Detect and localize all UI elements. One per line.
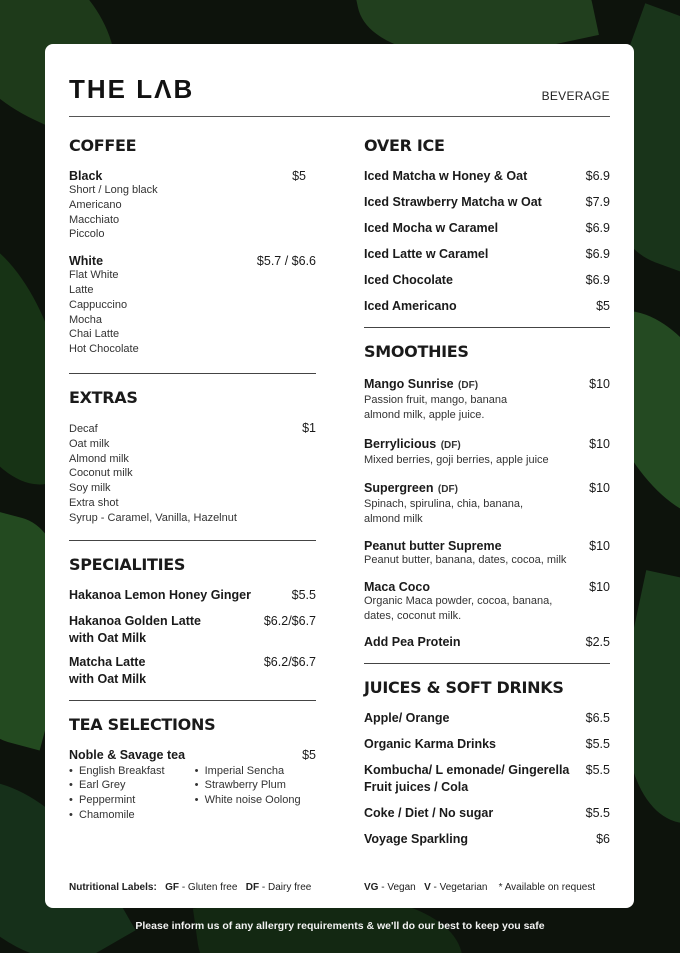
section-divider [69,540,316,541]
item-price: $6.9 [585,273,610,287]
item-price: $6.2/$6.7 [263,654,316,669]
extras-list [69,437,316,526]
item-price: $6.2/$6.7 [263,613,316,628]
extra-item: Oat milk [69,437,110,450]
item-price: $5 [302,747,316,762]
tea-variety: • Peppermint [79,793,165,808]
nutrition-legend-right [364,882,595,893]
juices-section [364,678,610,846]
extra-item: Coconut milk [69,467,133,480]
item-price: $10 [589,377,610,391]
menu-category: BEVERAGE [541,89,610,103]
variant: Chai Latte [69,328,120,341]
tea-variety: • Earl Grey [79,778,165,793]
variant: Piccolo [69,228,105,241]
item-name: Supergreen [364,481,434,496]
section-divider [364,663,610,664]
item-price: $5.5 [585,737,610,752]
header-divider [69,116,610,117]
item-description: Mixed berries, goji berries, apple juice [364,453,549,466]
legend-code: GF [165,882,180,893]
right-column [364,136,610,846]
menu-card [45,44,634,908]
item-name: Hakanoa Lemon Honey Ginger [69,587,251,602]
legend-text: - Vegan [381,882,416,893]
item-name: Black [69,169,103,183]
menu-item [364,247,610,261]
item-price: $6.9 [585,169,610,183]
legend-code: VG [364,882,379,893]
menu-item [364,195,610,209]
item-name: Iced Latte w Caramel [364,247,489,261]
item-name: Iced Strawberry Matcha w Oat [364,195,542,209]
item-description: almond milk, apple juice. [364,408,485,421]
extras-section [69,388,316,526]
menu-item [364,763,610,794]
menu-item [364,479,610,527]
extra-item: Almond milk [69,452,129,465]
item-name: Iced Americano [364,299,457,313]
section-divider [69,700,316,701]
menu-item [69,421,316,437]
item-price: $10 [589,436,610,451]
dietary-tag: (DF) [458,380,479,391]
item-name-line2: Fruit juices / Cola [364,780,469,795]
item-name: Kombucha/ L emonade/ Gingerella [364,763,570,778]
item-name: Voyage Sparkling [364,832,468,847]
item-name: Decaf [69,422,98,435]
item-price: $5 [596,299,610,313]
menu-item [69,588,316,602]
variant: Short / Long black [69,184,158,196]
brand-logo: THE LΛB [69,74,195,104]
item-name: Mango Sunrise [364,377,454,391]
menu-item [69,169,316,183]
tea-variety: • Chamomile [79,808,165,823]
menu-item [364,299,610,313]
dietary-tag: (DF) [437,484,458,496]
tea-varieties [69,764,316,823]
section-divider [69,373,316,374]
section-title: TEA SELECTIONS [69,714,216,734]
variant: Americano [69,198,122,211]
extra-item: Syrup - Caramel, Vanilla, Hazelnut [69,511,237,524]
extra-item: Soy milk [69,482,111,495]
item-price: $5.7 / $6.6 [256,254,316,269]
menu-item [364,435,610,468]
item-price: $1 [302,420,316,435]
item-description: Organic Maca powder, cocoa, banana, [364,594,553,607]
item-name: Noble & Savage tea [69,747,186,762]
item-price: $6 [596,832,610,847]
legend-text: - Dairy free [261,882,312,893]
menu-item [69,254,316,268]
item-description: Passion fruit, mango, banana [364,394,508,406]
variant: Cappuccino [69,298,128,311]
menu-item [69,748,316,762]
tea-section [69,715,316,823]
variant: Latte [69,283,94,296]
menu-item [364,580,610,624]
tea-variety: • White noise Oolong [205,793,301,808]
tea-list [69,764,165,823]
specialities-section [69,555,316,686]
menu-item [69,655,316,686]
item-price: $6.5 [585,711,610,726]
item-name: Peanut butter Supreme [364,538,502,553]
item-description: dates, coconut milk. [364,609,462,622]
menu-item [364,221,610,235]
extra-item: Extra shot [69,496,119,509]
item-name: Iced Chocolate [364,273,453,287]
menu-item [364,539,610,568]
item-price: $6.9 [585,221,610,235]
section-title: SPECIALITIES [69,554,186,574]
item-name: Berrylicious [364,436,437,451]
item-name: Apple/ Orange [364,711,450,726]
section-title: EXTRAS [69,387,138,407]
add-on-item [364,635,610,649]
menu-item [364,273,610,287]
menu-item [364,375,610,423]
legend-text: * Available on request [498,882,596,893]
tea-list [195,764,301,823]
item-price: $10 [589,481,610,496]
item-price: $5.5 [585,763,610,778]
item-name: Maca Coco [364,579,430,594]
item-name: Matcha Latte [69,654,146,669]
nutrition-legend-left [69,882,311,893]
item-description: almond milk [364,513,423,526]
item-name: Hakanoa Golden Latte [69,613,201,628]
smoothies-section [364,342,610,649]
item-variants [69,183,316,242]
item-price: $5.5 [585,806,610,821]
menu-item [364,169,610,183]
item-variants [69,268,316,357]
section-title: OVER ICE [364,136,445,155]
section-title: JUICES & SOFT DRINKS [364,678,564,698]
item-price: $6.9 [585,247,610,261]
menu-item [364,806,610,820]
item-name: Iced Matcha w Honey & Oat [364,169,528,183]
section-title: COFFEE [69,136,137,155]
legend-text: - Gluten free [181,882,238,893]
variant: Hot Chocolate [69,343,139,356]
section-title: SMOOTHIES [364,342,469,361]
variant: Flat White [69,269,119,282]
legend-code: V [424,882,431,893]
item-description: Spinach, spirulina, chia, banana, [364,498,523,511]
item-name: White [69,254,104,269]
item-name-line2: with Oat Milk [69,630,147,645]
allergy-notice: Please inform us of any allergry requirements & we'll do our best to keep you safe [135,920,545,932]
item-name: Add Pea Protein [364,635,461,650]
menu-item [69,614,316,645]
item-description: Peanut butter, banana, dates, cocoa, milk [364,553,567,566]
coffee-section [69,136,316,357]
item-price: $10 [589,538,610,553]
item-name: Coke / Diet / No sugar [364,806,494,821]
item-price: $5.5 [291,587,316,602]
menu-item [364,711,610,725]
menu-item [364,832,610,846]
section-divider [364,327,610,328]
variant: Mocha [69,313,103,326]
variant: Macchiato [69,213,120,226]
tea-variety: • Strawberry Plum [205,778,301,793]
tea-variety: • Imperial Sencha [205,764,301,779]
item-name-line2: with Oat Milk [69,671,147,686]
over-ice-section [364,136,610,313]
legend-text: - Vegetarian [433,882,488,893]
item-price: $7.9 [585,195,610,209]
item-name: Organic Karma Drinks [364,737,496,752]
legend-code: DF [245,882,260,893]
left-column [69,136,316,823]
legend-label: Nutritional Labels: [69,882,157,893]
item-name: Iced Mocha w Caramel [364,221,499,235]
tea-variety: • English Breakfast [79,764,165,779]
menu-item [364,737,610,751]
item-price: $5 [292,169,306,183]
item-price: $10 [589,579,610,594]
item-price: $2.5 [585,635,610,650]
dietary-tag: (DF) [440,439,461,451]
